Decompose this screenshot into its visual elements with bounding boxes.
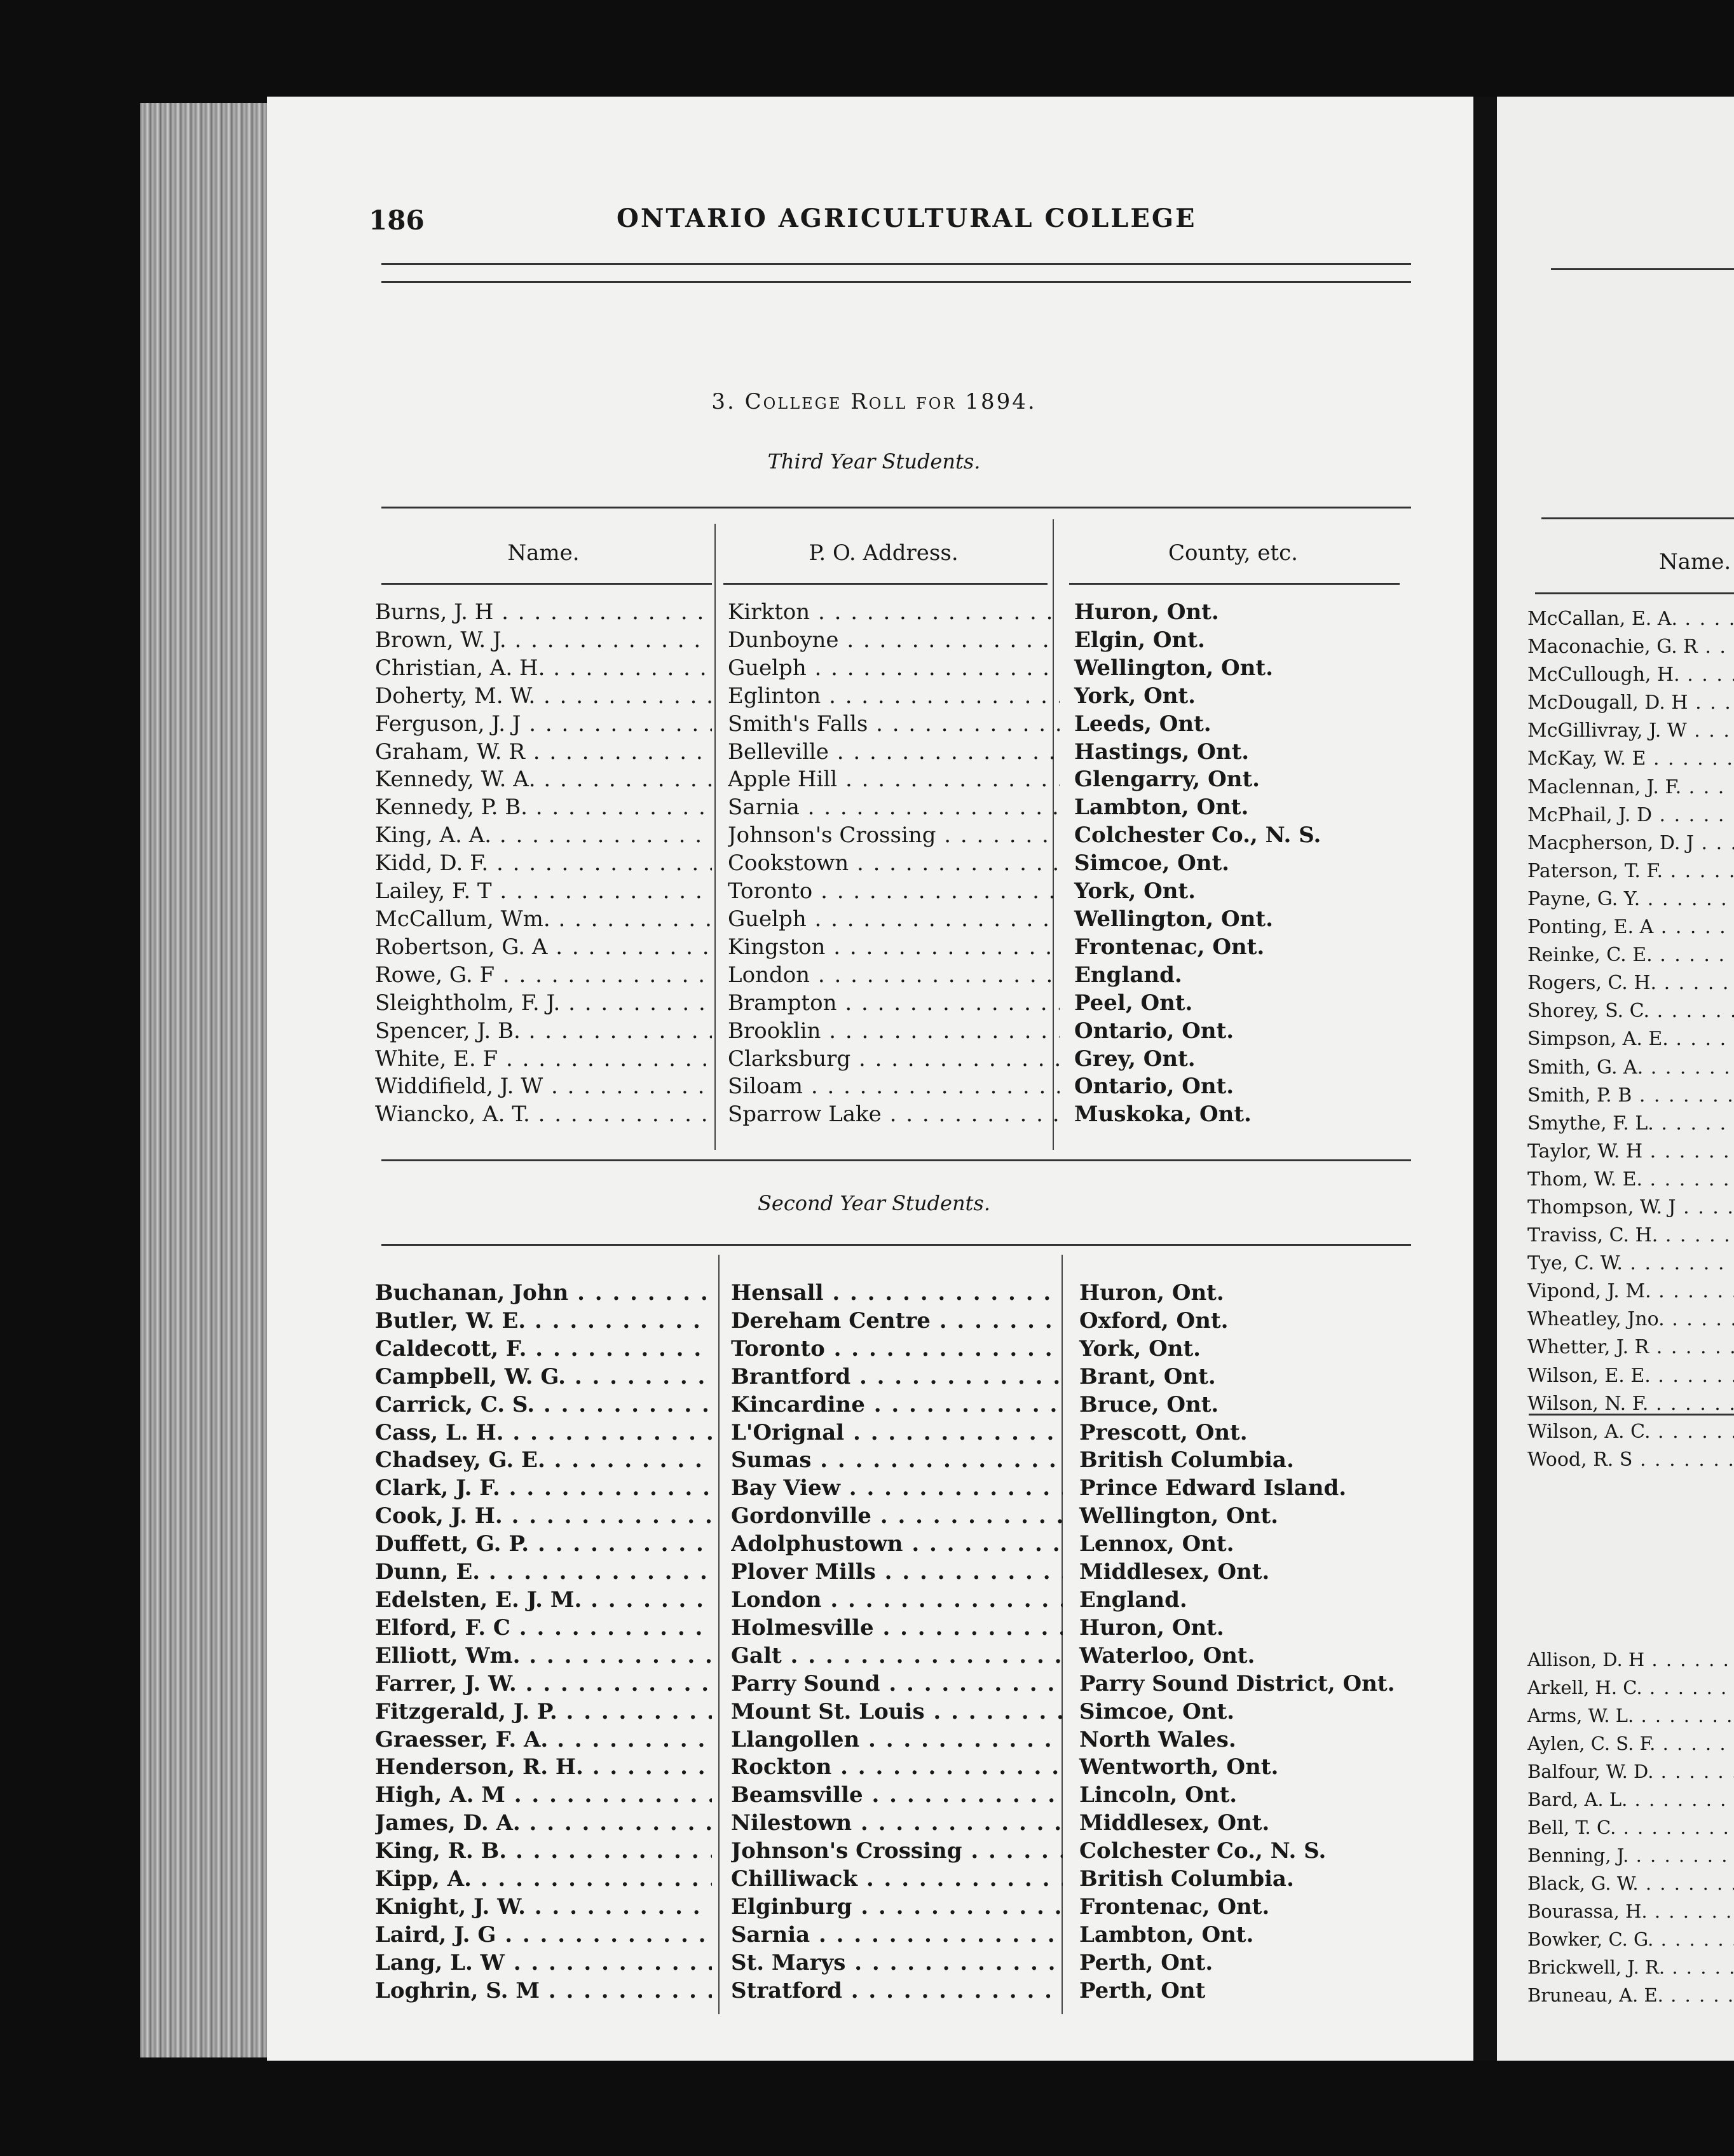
post-office-address: Johnson's Crossing . . . xyxy=(728,822,1060,850)
county: England. xyxy=(1079,1586,1187,1613)
county: Perth, Ont xyxy=(1079,1977,1206,2003)
county: Huron, Ont. xyxy=(1074,599,1219,625)
address-header-underline xyxy=(723,583,1048,585)
student-name: Burns, J. H . . . xyxy=(375,599,712,627)
student-name: King, R. B. . . . xyxy=(375,1838,712,1866)
student-name: Kennedy, P. B. . . . xyxy=(375,794,712,822)
student-name: Wood, R. S . . . xyxy=(1527,1446,1734,1474)
student-name: Balfour, W. D. . . . xyxy=(1527,1757,1734,1785)
student-name: Maclennan, J. F. . . . xyxy=(1527,774,1734,802)
post-office-address: Smith's Falls . . . xyxy=(728,711,1060,739)
student-name: Vipond, J. M. . . . xyxy=(1527,1278,1734,1306)
county: Hastings, Ont. xyxy=(1074,739,1250,765)
student-name: Clark, J. F. . . . xyxy=(375,1475,712,1503)
student-name: Reinke, C. E. . . . xyxy=(1527,941,1734,969)
post-office-address: Sumas . . . xyxy=(731,1447,1063,1475)
post-office-address: Plover Mills . . . xyxy=(731,1559,1063,1586)
county: Parry Sound District, Ont. xyxy=(1079,1670,1395,1696)
post-office-address: Stratford . . . xyxy=(731,1977,1063,2005)
county: British Columbia. xyxy=(1079,1447,1294,1473)
name-header-underline xyxy=(381,583,712,585)
county: Middlesex, Ont. xyxy=(1079,1810,1270,1836)
post-office-address: Holmesville . . . xyxy=(731,1614,1063,1642)
post-office-address: Galt . . . xyxy=(731,1642,1063,1670)
student-name: Ponting, E. A . . . xyxy=(1527,913,1734,941)
book-page-edges xyxy=(140,103,280,2057)
county: Lambton, Ont. xyxy=(1079,1921,1254,1948)
right-names-top xyxy=(1527,605,1734,1474)
right-page-partial xyxy=(1497,97,1734,2061)
student-name: Aylen, C. S. F. . . . xyxy=(1527,1730,1734,1757)
county: Peel, Ont. xyxy=(1074,990,1193,1016)
student-name: Farrer, J. W. . . . xyxy=(375,1670,712,1698)
post-office-address: L'Orignal . . . xyxy=(731,1419,1063,1447)
student-name: Maconachie, G. R . . . xyxy=(1527,633,1734,661)
student-name: Whetter, J. R . . . xyxy=(1527,1334,1734,1361)
post-office-address: Adolphustown . . . xyxy=(731,1531,1063,1559)
student-name: Bourassa, H. . . . xyxy=(1527,1897,1734,1925)
county: Middlesex, Ont. xyxy=(1079,1559,1270,1585)
student-name: Laird, J. G . . . xyxy=(375,1921,712,1949)
county: Wellington, Ont. xyxy=(1079,1503,1278,1529)
student-name: Bruneau, A. E. . . . xyxy=(1527,1981,1734,2009)
county: Muskoka, Ont. xyxy=(1074,1102,1252,1128)
book-gutter xyxy=(1473,97,1499,2061)
student-name: Wiancko, A. T. . . . xyxy=(375,1101,712,1129)
student-name: Allison, D. H . . . xyxy=(1527,1646,1734,1674)
student-name: Arms, W. L. . . . xyxy=(1527,1702,1734,1730)
post-office-address: Elginburg . . . xyxy=(731,1893,1063,1921)
county: Ontario, Ont. xyxy=(1074,1074,1234,1100)
student-name: Graham, W. R . . . xyxy=(375,739,712,767)
post-office-address: Guelph . . . xyxy=(728,906,1060,934)
post-office-address: Parry Sound . . . xyxy=(731,1670,1063,1698)
post-office-address: Eglinton . . . xyxy=(728,683,1060,711)
student-name: Butler, W. E. . . . xyxy=(375,1307,712,1335)
county: York, Ont. xyxy=(1074,683,1196,709)
county: Wellington, Ont. xyxy=(1074,906,1273,932)
student-name: Loghrin, S. M . . . xyxy=(375,1977,712,2005)
post-office-address: Bay View . . . xyxy=(731,1475,1063,1503)
post-office-address: London . . . xyxy=(731,1586,1063,1614)
student-name: McCullough, H. . . . xyxy=(1527,661,1734,689)
student-name: Bowker, C. G. . . . xyxy=(1527,1925,1734,1953)
student-name: Smythe, F. L. . . . xyxy=(1527,1110,1734,1138)
right-names-bottom xyxy=(1527,1646,1734,2009)
county: Huron, Ont. xyxy=(1079,1614,1224,1641)
post-office-address: Beamsville . . . xyxy=(731,1782,1063,1810)
county: Huron, Ont. xyxy=(1079,1280,1224,1306)
address-column-header: P. O. Address. xyxy=(809,540,959,566)
student-name: Cass, L. H. . . . xyxy=(375,1419,712,1447)
student-name: McCallan, E. A. . . . xyxy=(1527,605,1734,633)
county: Lennox, Ont. xyxy=(1079,1531,1234,1557)
student-name: Buchanan, John . . . xyxy=(375,1279,712,1307)
student-name: McCallum, Wm. . . . xyxy=(375,906,712,934)
post-office-address: Sarnia . . . xyxy=(728,794,1060,822)
third-year-title: Third Year Students. xyxy=(767,449,981,474)
student-name: Shorey, S. C. . . . xyxy=(1527,997,1734,1025)
student-name: Simpson, A. E. . . . xyxy=(1527,1025,1734,1053)
student-name: Brown, W. J. . . . xyxy=(375,627,712,655)
post-office-address: Apple Hill . . . xyxy=(728,766,1060,794)
post-office-address: Johnson's Crossing . . . xyxy=(731,1838,1063,1866)
student-name: Sleightholm, F. J. . . . xyxy=(375,990,712,1018)
student-name: Duffett, G. P. . . . xyxy=(375,1531,712,1559)
second-year-counties xyxy=(1079,1279,1486,2005)
post-office-address: Toronto . . . xyxy=(728,878,1060,906)
student-name: Kennedy, W. A. . . . xyxy=(375,766,712,794)
post-office-address: Brampton . . . xyxy=(728,990,1060,1018)
county: Bruce, Ont. xyxy=(1079,1391,1219,1417)
student-name: Taylor, W. H . . . xyxy=(1527,1138,1734,1166)
county: Frontenac, Ont. xyxy=(1074,934,1265,960)
post-office-address: St. Marys . . . xyxy=(731,1949,1063,1977)
student-name: Cook, J. H. . . . xyxy=(375,1503,712,1531)
post-office-address: Brantford . . . xyxy=(731,1363,1063,1391)
top-rule xyxy=(381,281,1411,283)
county: Grey, Ont. xyxy=(1074,1046,1196,1072)
county: Brant, Ont. xyxy=(1079,1363,1216,1389)
student-name: Graesser, F. A. . . . xyxy=(375,1726,712,1754)
student-name: Payne, G. Y. . . . xyxy=(1527,885,1734,913)
post-office-address: Clarksburg . . . xyxy=(728,1046,1060,1074)
county: Oxford, Ont. xyxy=(1079,1307,1229,1334)
county: Wentworth, Ont. xyxy=(1079,1754,1279,1780)
running-title: ONTARIO AGRICULTURAL COLLEGE xyxy=(617,203,1197,233)
county-header-underline xyxy=(1069,583,1400,585)
student-name: White, E. F . . . xyxy=(375,1046,712,1074)
header-rule xyxy=(1551,268,1734,270)
county: Colchester Co., N. S. xyxy=(1079,1838,1327,1864)
post-office-address: Dunboyne . . . xyxy=(728,627,1060,655)
student-name: Bell, T. C. . . . xyxy=(1527,1813,1734,1841)
county: Wellington, Ont. xyxy=(1074,655,1273,681)
student-name: Smith, P. B . . . xyxy=(1527,1082,1734,1110)
second-year-title: Second Year Students. xyxy=(757,1191,990,1215)
student-name: Fitzgerald, J. P. . . . xyxy=(375,1698,712,1726)
post-office-address: Rockton . . . xyxy=(731,1754,1063,1782)
county: Glengarry, Ont. xyxy=(1074,767,1260,793)
student-name: McDougall, D. H . . . xyxy=(1527,689,1734,717)
student-name: Wilson, N. F. . . . xyxy=(1527,1390,1734,1418)
student-name: Christian, A. H. . . . xyxy=(375,655,712,683)
student-name: Benning, J. . . . xyxy=(1527,1841,1734,1869)
student-name: Traviss, C. H. . . . xyxy=(1527,1222,1734,1250)
third-year-counties xyxy=(1074,599,1481,1129)
post-office-address: Cookstown . . . xyxy=(728,850,1060,878)
student-name: Spencer, J. B. . . . xyxy=(375,1018,712,1046)
post-office-address: Kingston . . . xyxy=(728,934,1060,962)
post-office-address: Nilestown . . . xyxy=(731,1810,1063,1838)
student-name: Rogers, C. H. . . . xyxy=(1527,969,1734,997)
county: Elgin, Ont. xyxy=(1074,627,1205,653)
post-office-address: Kirkton . . . xyxy=(728,599,1060,627)
county: Simcoe, Ont. xyxy=(1074,850,1230,877)
student-name: McKay, W. E . . . xyxy=(1527,745,1734,773)
post-office-address: Gordonville . . . xyxy=(731,1503,1063,1531)
county: Colchester Co., N. S. xyxy=(1074,822,1321,849)
county: York, Ont. xyxy=(1074,878,1196,904)
student-name: Lang, L. W . . . xyxy=(375,1949,712,1977)
student-name: Campbell, W. G. . . . xyxy=(375,1363,712,1391)
student-name: High, A. M . . . xyxy=(375,1782,712,1810)
county: Ontario, Ont. xyxy=(1074,1018,1234,1044)
student-name: Kidd, D. F. . . . xyxy=(375,850,712,878)
post-office-address: Sparrow Lake . . . xyxy=(728,1101,1060,1129)
section-rule xyxy=(381,1244,1411,1246)
page-number: 186 xyxy=(369,205,425,236)
student-name: Knight, J. W. . . . xyxy=(375,1893,712,1921)
post-office-address: Sarnia . . . xyxy=(731,1921,1063,1949)
county: British Columbia. xyxy=(1079,1866,1294,1892)
student-name: Chadsey, G. E. . . . xyxy=(375,1447,712,1475)
student-name: James, D. A. . . . xyxy=(375,1810,712,1838)
student-name: McPhail, J. D . . . xyxy=(1527,802,1734,829)
county: Perth, Ont. xyxy=(1079,1949,1213,1975)
post-office-address: Kincardine . . . xyxy=(731,1391,1063,1419)
student-name: McGillivray, J. W . . . xyxy=(1527,717,1734,745)
student-name: Tye, C. W. . . . xyxy=(1527,1250,1734,1278)
post-office-address: Llangollen . . . xyxy=(731,1726,1063,1754)
county: Simcoe, Ont. xyxy=(1079,1698,1235,1724)
student-name: Thom, W. E. . . . xyxy=(1527,1166,1734,1194)
post-office-address: Chilliwack . . . xyxy=(731,1866,1063,1893)
county: Lambton, Ont. xyxy=(1074,795,1249,821)
left-page xyxy=(267,97,1481,2061)
post-office-address: Hensall . . . xyxy=(731,1279,1063,1307)
student-name: Robertson, G. A . . . xyxy=(375,934,712,962)
student-name: Elliott, Wm. . . . xyxy=(375,1642,712,1670)
student-name: King, A. A. . . . xyxy=(375,822,712,850)
student-name: Ferguson, J. J . . . xyxy=(375,711,712,739)
student-name: Bard, A. L. . . . xyxy=(1527,1785,1734,1813)
section-rule xyxy=(381,1159,1411,1161)
student-name: Wheatley, Jno. . . . xyxy=(1527,1306,1734,1334)
post-office-address: Brooklin . . . xyxy=(728,1018,1060,1046)
student-name: Thompson, W. J . . . xyxy=(1527,1194,1734,1222)
county: York, Ont. xyxy=(1079,1335,1201,1361)
student-name: Widdifield, J. W . . . xyxy=(375,1073,712,1101)
student-name: Arkell, H. C. . . . xyxy=(1527,1674,1734,1702)
student-name: Elford, F. C . . . xyxy=(375,1614,712,1642)
student-name: Edelsten, E. J. M. . . . xyxy=(375,1586,712,1614)
name-header-underline xyxy=(1535,592,1734,594)
post-office-address: Siloam . . . xyxy=(728,1073,1060,1101)
county: England. xyxy=(1074,962,1182,988)
table-top-rule xyxy=(381,507,1411,508)
post-office-address: Mount St. Louis . . . xyxy=(731,1698,1063,1726)
student-name: Caldecott, F. . . . xyxy=(375,1335,712,1363)
section-rule xyxy=(1529,1414,1734,1416)
county: Frontenac, Ont. xyxy=(1079,1893,1270,1920)
student-name: Black, G. W. . . . xyxy=(1527,1869,1734,1897)
student-name: Paterson, T. F. . . . xyxy=(1527,857,1734,885)
student-name: Macpherson, D. J . . . xyxy=(1527,829,1734,857)
student-name: Carrick, C. S. . . . xyxy=(375,1391,712,1419)
post-office-address: Guelph . . . xyxy=(728,655,1060,683)
student-name: Kipp, A. . . . xyxy=(375,1866,712,1893)
table-top-rule xyxy=(1541,517,1734,519)
county-column-header: County, etc. xyxy=(1168,540,1298,566)
student-name: Wilson, A. C. . . . xyxy=(1527,1418,1734,1446)
county: Lincoln, Ont. xyxy=(1079,1782,1238,1808)
county: Prescott, Ont. xyxy=(1079,1419,1248,1445)
student-name: Dunn, E. . . . xyxy=(375,1559,712,1586)
post-office-address: Toronto . . . xyxy=(731,1335,1063,1363)
county: North Wales. xyxy=(1079,1726,1236,1752)
county: Prince Edward Island. xyxy=(1079,1475,1347,1501)
student-name: Wilson, E. E. . . . xyxy=(1527,1362,1734,1390)
student-name: Rowe, G. F . . . xyxy=(375,962,712,990)
post-office-address: Dereham Centre . . . xyxy=(731,1307,1063,1335)
post-office-address: London . . . xyxy=(728,962,1060,990)
student-name: Brickwell, J. R. . . . xyxy=(1527,1953,1734,1981)
student-name: Smith, G. A. . . . xyxy=(1527,1054,1734,1082)
county: Waterloo, Ont. xyxy=(1079,1642,1255,1668)
student-name: Doherty, M. W. . . . xyxy=(375,683,712,711)
header-rule xyxy=(381,263,1411,265)
post-office-address: Belleville . . . xyxy=(728,739,1060,767)
county: Leeds, Ont. xyxy=(1074,711,1212,737)
roll-title: 3. College Roll for 1894. xyxy=(711,389,1037,414)
name-column-header: Name. xyxy=(507,540,580,566)
name-column-header: Name. xyxy=(1659,549,1731,575)
student-name: Lailey, F. T . . . xyxy=(375,878,712,906)
student-name: Henderson, R. H. . . . xyxy=(375,1754,712,1782)
